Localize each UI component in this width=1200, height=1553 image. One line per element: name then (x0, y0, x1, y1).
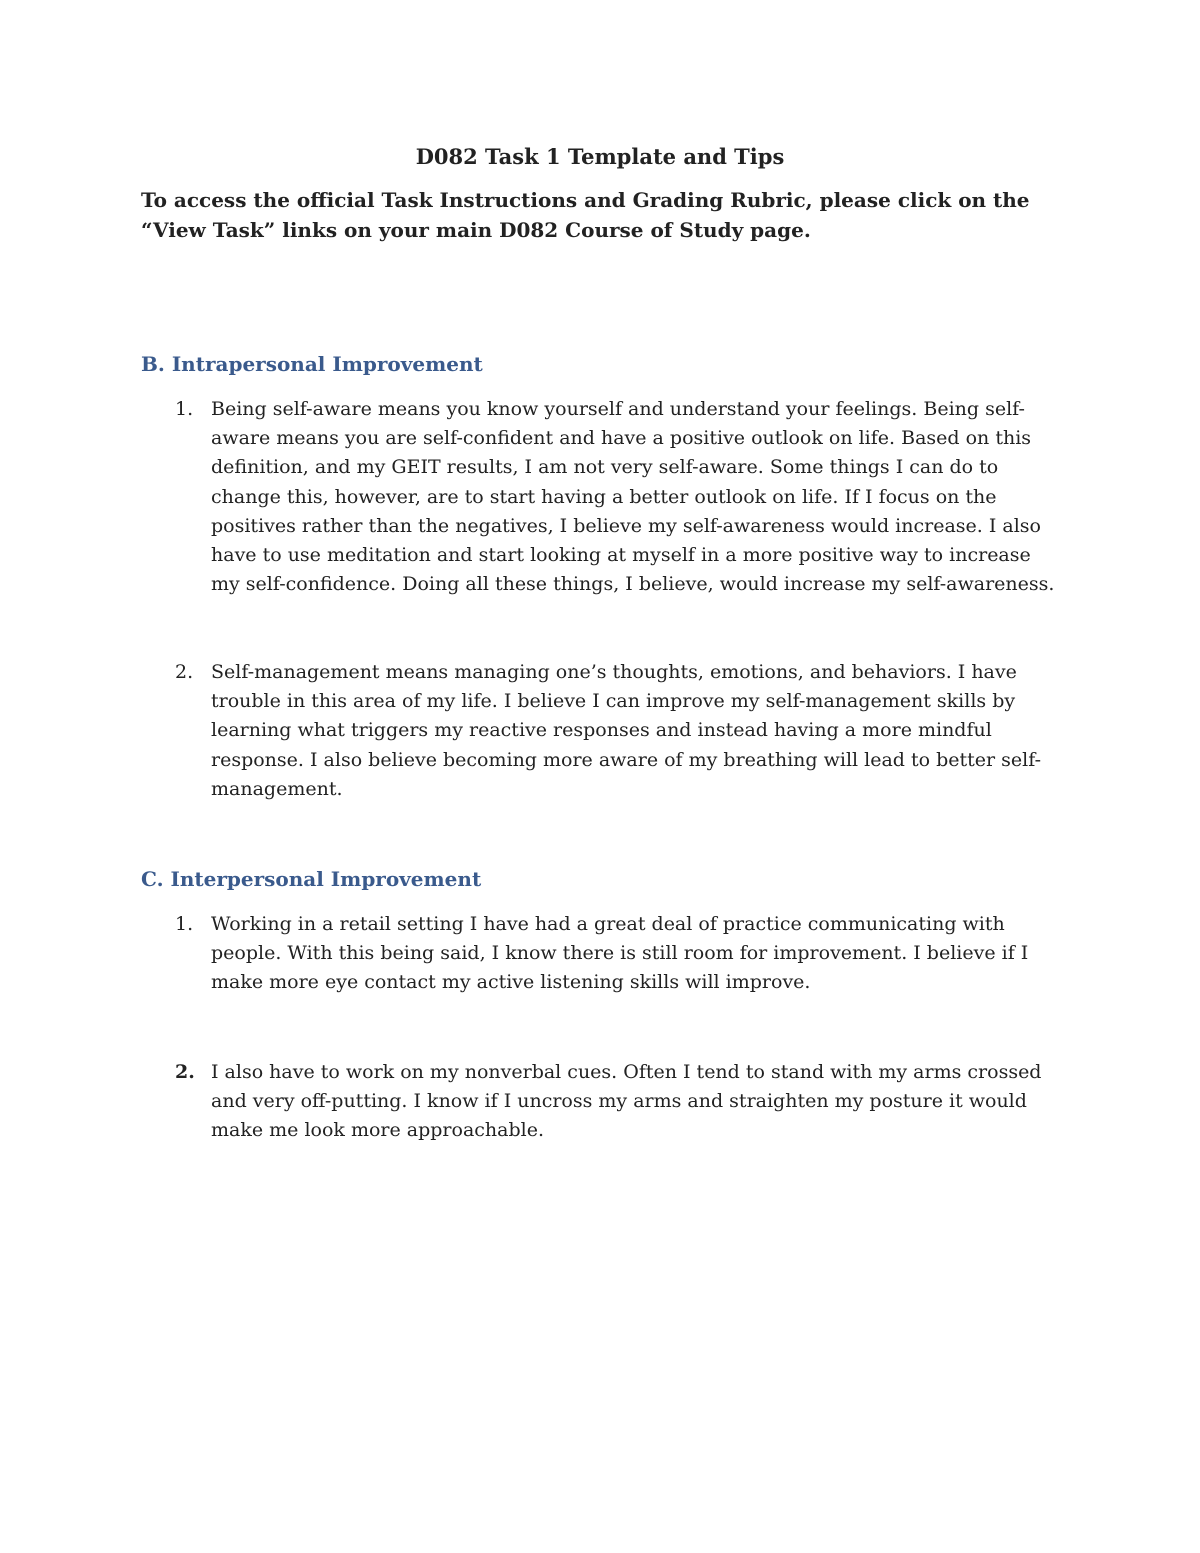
list-item-number: 1. (175, 398, 194, 420)
list-item-text: I also have to work on my nonverbal cues. Often I tend to stand with my arms crossed and very off-putting. I know if I uncross my arms and straighten my posture it would make me look more approachable. (211, 1061, 1042, 1142)
document-title: D082 Task 1 Template and Tips (415, 144, 785, 169)
section-heading-interpersonal: C. Interpersonal Improvement (141, 867, 482, 891)
list-item-text: Being self-aware means you know yourself and understand your feelings. Being self-aware means you are self-confident and have a positive outlook on life. Based on this definition, and my GEIT results, I am not very self-aware. Some things I can do to change this, however, are to start having a better outlook on life. If I focus on the positives rather than the negatives, I believe my self-awareness would increase. I also have to use meditation and start looking at myself in a more positive way to increase my self-confidence. Doing all these things, I believe, would increase my self-awareness. (211, 398, 1055, 596)
list-item-number: 2. (175, 661, 194, 683)
list-item-number: 2. (175, 1061, 195, 1083)
list-item-number: 1. (175, 913, 194, 935)
intro-paragraph: To access the official Task Instructions and Grading Rubric, please click on the “View Task” links on your main D082 Course of Study page. (141, 188, 1030, 242)
section-heading-intrapersonal: B. Intrapersonal Improvement (141, 352, 483, 376)
list-item-text: Working in a retail setting I have had a great deal of practice communicating with people. With this being said, I know there is still room for improvement. I believe if I make more eye contact my active listening skills will improve. (211, 913, 1029, 994)
list-item-text: Self-management means managing one’s thoughts, emotions, and behaviors. I have trouble in this area of my life. I believe I can improve my self-management skills by learning what triggers my reactive responses and instead having a more mindful response. I also believe becoming more aware of my breathing will lead to better self-management. (211, 661, 1042, 800)
